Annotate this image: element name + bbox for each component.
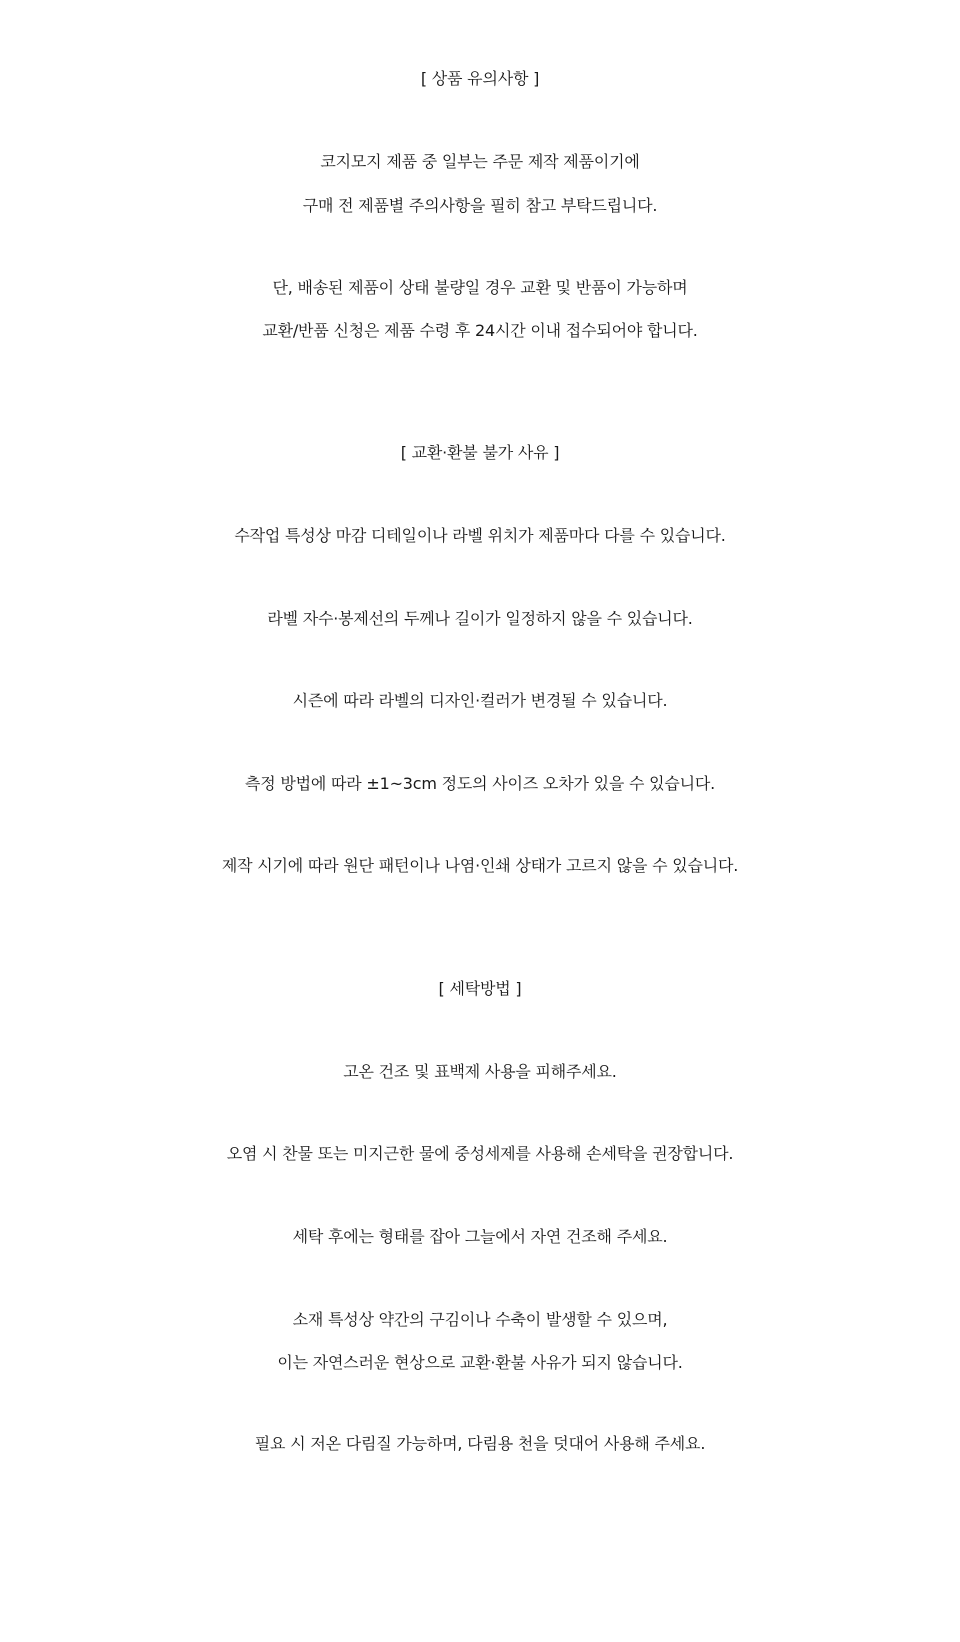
notice-paragraph-1-line-2: 구매 전 제품별 주의사항을 필히 참고 부탁드립니다. <box>302 196 658 215</box>
no-exchange-item: 시즌에 따라 라벨의 디자인·컬러가 변경될 수 있습니다. <box>292 691 668 710</box>
no-exchange-item: 제작 시기에 따라 원단 패턴이나 나염·인쇄 상태가 고르지 않을 수 있습니다. <box>221 856 739 875</box>
no-exchange-heading: [ 교환·환불 불가 사유 ] <box>400 443 560 462</box>
notice-paragraph-2-line-2: 교환/반품 신청은 제품 수령 후 24시간 이내 접수되어야 합니다. <box>262 321 698 340</box>
notice-paragraph-1-line-1: 코지모지 제품 중 일부는 주문 제작 제품이기에 <box>320 152 640 171</box>
no-exchange-item: 라벨 자수·봉제선의 두께나 길이가 일정하지 않을 수 있습니다. <box>267 609 693 628</box>
washing-item-4-line-2: 이는 자연스러운 현상으로 교환·환불 사유가 되지 않습니다. <box>277 1353 683 1372</box>
no-exchange-item: 수작업 특성상 마감 디테일이나 라벨 위치가 제품마다 다를 수 있습니다. <box>234 526 726 545</box>
washing-item-4-line-1: 소재 특성상 약간의 구김이나 수축이 발생할 수 있으며, <box>292 1310 668 1329</box>
washing-item-1: 고온 건조 및 표백제 사용을 피해주세요. <box>343 1062 617 1081</box>
washing-item-2: 오염 시 찬물 또는 미지근한 물에 중성세제를 사용해 손세탁을 권장합니다. <box>226 1144 734 1163</box>
notice-heading: [ 상품 유의사항 ] <box>420 69 540 88</box>
washing-heading: [ 세탁방법 ] <box>438 979 522 998</box>
washing-item-3: 세탁 후에는 형태를 잡아 그늘에서 자연 건조해 주세요. <box>292 1227 668 1246</box>
no-exchange-item: 측정 방법에 따라 ±1~3cm 정도의 사이즈 오차가 있을 수 있습니다. <box>244 774 716 793</box>
washing-item-5: 필요 시 저온 다림질 가능하며, 다림용 천을 덧대어 사용해 주세요. <box>254 1434 706 1453</box>
notice-paragraph-2-line-1: 단, 배송된 제품이 상태 불량일 경우 교환 및 반품이 가능하며 <box>272 278 688 297</box>
